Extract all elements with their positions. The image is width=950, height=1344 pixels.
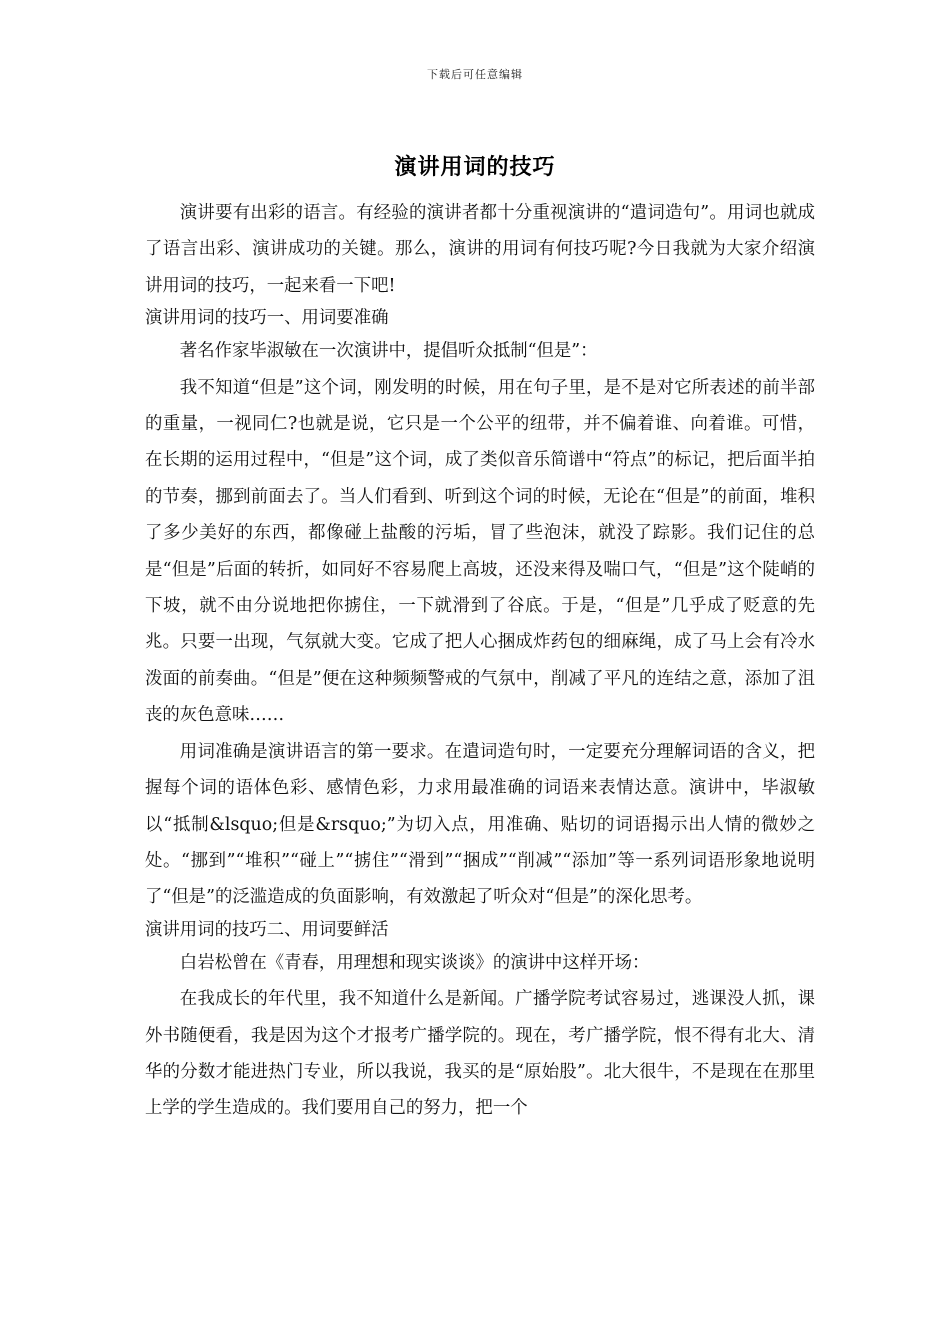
- section-heading-2: 演讲用词的技巧二、用词要鲜活: [145, 919, 389, 940]
- document-title: 演讲用词的技巧: [394, 155, 556, 180]
- paragraph-intro: 演讲要有出彩的语言。有经验的演讲者都十分重视演讲的“遣词造句”。用词也就成了语言出彩、演讲成功的关键。那么，演讲的用词有何技巧呢?今日我就为大家介绍演讲用词的技巧，一起来看一下吧!: [145, 203, 815, 296]
- paragraph: 用词准确是演讲语言的第一要求。在遣词造句时，一定要充分理解词语的含义，把握每个词的语体色彩、感情色彩，力求用最准确的词语来表情达意。演讲中，毕淑敏以“抵制&lsquo;但是&rsquo;”为切入点，用准确、贴切的词语揭示出人情的微妙之处。“挪到”“堆积”“碰上”“掳住”“滑到”“捆成”“削减”“添加”等一系列词语形象地说明了“但是”的泛滥造成的负面影响，有效激起了听众对“但是”的深化思考。: [145, 741, 815, 908]
- paragraph-quote: 在我成长的年代里，我不知道什么是新闻。广播学院考试容易过，逃课没人抓，课外书随便看，我是因为这个才报考广播学院的。现在，考广播学院，恨不得有北大、清华的分数才能进热门专业，所以我说，我买的是“原始股”。北大很牛，不是现在在那里上学的学生造成的。我们要用自己的努力，把一个: [145, 989, 815, 1119]
- paragraph: 白岩松曾在《青春，用理想和现实谈谈》的演讲中这样开场：: [179, 952, 650, 973]
- section-heading-1: 演讲用词的技巧一、用词要准确: [145, 308, 389, 329]
- document-body: [145, 195, 815, 1127]
- paragraph: 著名作家毕淑敏在一次演讲中，提倡听众抵制“但是”：: [179, 341, 598, 362]
- page-header: 下载后可任意编辑: [427, 68, 523, 81]
- paragraph-quote: 我不知道“但是”这个词，刚发明的时候，用在句子里，是不是对它所表述的前半部的重量，一视同仁?也就是说，它只是一个公平的纽带，并不偏着谁、向着谁。可惜，在长期的运用过程中，“但是”这个词，成了类似音乐简谱中“符点”的标记，把后面半拍的节奏，挪到前面去了。当人们看到、听到这个词的时候，无论在“但是”的前面，堆积了多少美好的东西，都像碰上盐酸的污垢，冒了些泡沫，就没了踪影。我们记住的总是“但是”后面的转折，如同好不容易爬上高坡，还没来得及喘口气，“但是”这个陡峭的下坡，就不由分说地把你掳住，一下就滑到了谷底。于是，“但是”几乎成了贬意的先兆。只要一出现，气氛就大变。它成了把人心捆成炸药包的细麻绳，成了马上会有冷水泼面的前奏曲。“但是”便在这种频频警戒的气氛中，削减了平凡的连结之意，添加了沮丧的灰色意味……: [145, 377, 815, 726]
